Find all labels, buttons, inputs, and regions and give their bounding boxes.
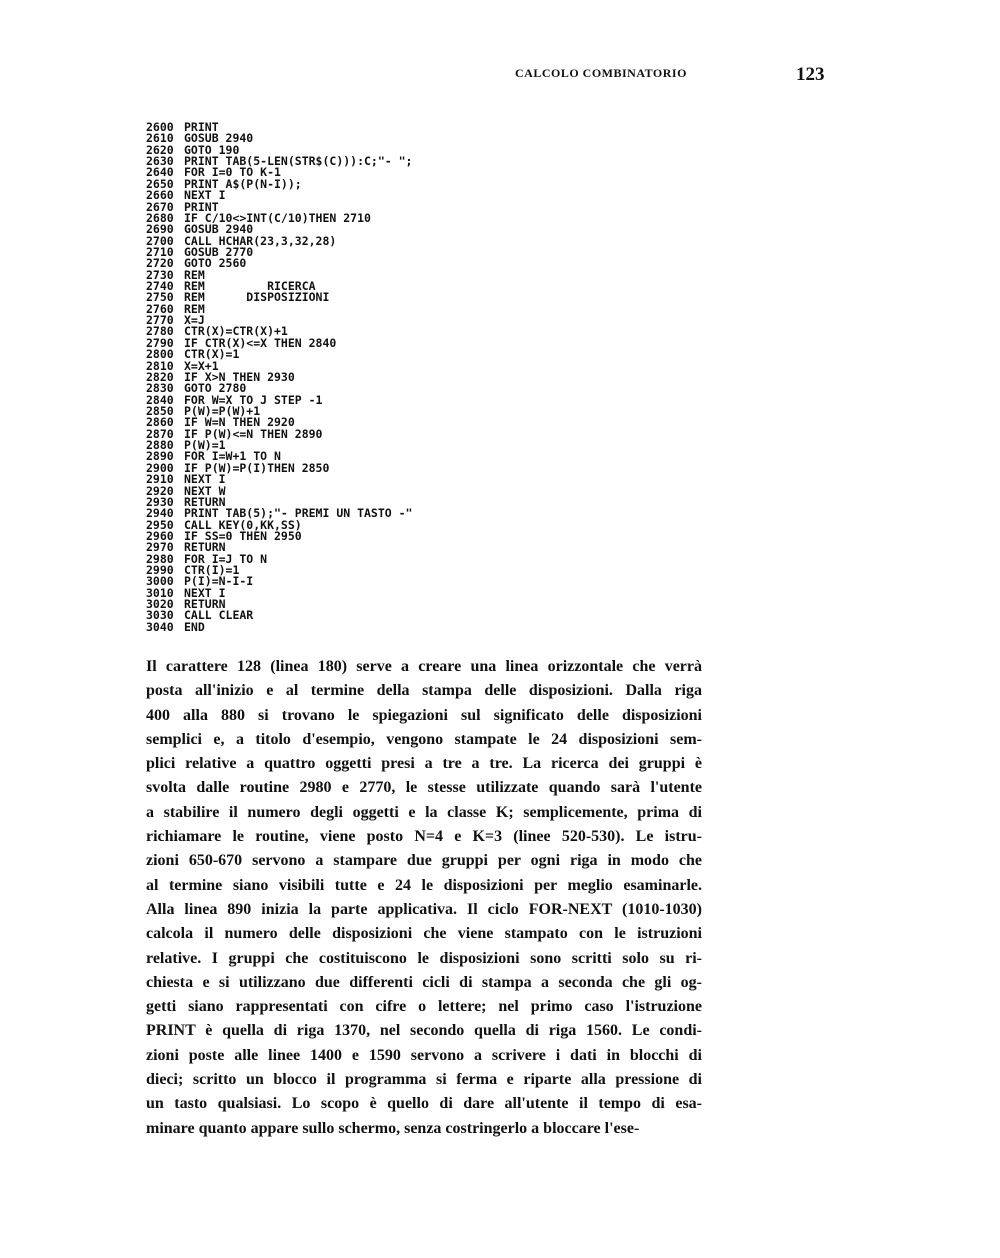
code-statement: NEXT I	[184, 585, 226, 600]
text-line: chiesta e si utilizzano due differenti cicli di stampa a seconda che gli og-	[146, 973, 702, 991]
basic-program-listing	[146, 122, 412, 633]
code-statement: CTR(I)=1	[184, 563, 240, 578]
line-number: 3040	[146, 619, 174, 634]
line-number: 3020	[146, 597, 174, 612]
code-statement: P(I)=N-I-I	[184, 574, 254, 589]
code-statement: IF SS=0 THEN 2950	[184, 528, 302, 543]
text-line: relative. I gruppi che costituiscono le disposizioni sono scritti solo su ri-	[146, 949, 702, 967]
text-line: 400 alla 880 si trovano le spiegazioni sul significato delle disposizioni	[146, 706, 702, 724]
line-number: 3030	[146, 608, 174, 623]
line-number: 2730	[146, 267, 174, 282]
line-number: 2900	[146, 460, 174, 475]
line-number: 2860	[146, 415, 174, 430]
text-line: calcola il numero delle disposizioni che viene stampato con le istruzioni	[146, 925, 702, 943]
body-paragraph	[146, 655, 702, 1141]
code-statement: FOR W=X TO J STEP -1	[184, 392, 323, 407]
code-statement: CTR(X)=CTR(X)+1	[184, 324, 288, 339]
code-statement: END	[184, 619, 205, 634]
code-statement: PRINT A$(P(N-I));	[184, 176, 302, 191]
code-statement: IF C/10<>INT(C/10)THEN 2710	[184, 210, 371, 225]
code-statement: IF P(W)<=N THEN 2890	[184, 426, 323, 441]
text-line: Il carattere 128 (linea 180) serve a creare una linea orizzontale che verrà	[146, 658, 702, 675]
text-line: Alla linea 890 inizia la parte applicativa. Il ciclo FOR-NEXT (1010-1030)	[146, 900, 702, 918]
text-line: semplici e, a titolo d'esempio, vengono stampate le 24 disposizioni sem-	[146, 730, 702, 748]
code-statement: IF X>N THEN 2930	[184, 369, 295, 384]
line-number: 2950	[146, 517, 174, 532]
code-statement: NEXT W	[184, 483, 226, 498]
text-line: svolta dalle routine 2980 e 2770, le stesse utilizzate quando sarà l'utente	[146, 779, 702, 797]
line-number: 2600	[146, 120, 174, 134]
text-line: plici relative a quattro oggetti presi a tre a tre. La ricerca dei gruppi è	[146, 755, 702, 773]
code-statement: GOSUB 2940	[184, 131, 254, 146]
line-number: 2960	[146, 528, 174, 543]
text-line: richiamare le routine, viene posto N=4 e K=3 (linee 520-530). Le istru-	[146, 828, 702, 846]
code-statement: REM DISPOSIZIONI	[184, 290, 330, 305]
code-statement: CALL HCHAR(23,3,32,28)	[184, 233, 337, 248]
code-statement: P(W)=P(W)+1	[184, 403, 261, 418]
line-number: 2990	[146, 563, 174, 578]
line-number: 2850	[146, 403, 174, 418]
line-number: 2650	[146, 176, 174, 191]
line-number: 2910	[146, 472, 174, 487]
line-number: 2800	[146, 347, 174, 362]
line-number: 2930	[146, 494, 174, 509]
line-number: 2610	[146, 131, 174, 146]
text-line: PRINT è quella di riga 1370, nel secondo quella di riga 1560. Le condi-	[146, 1022, 702, 1040]
line-number: 2870	[146, 426, 174, 441]
code-statement: IF P(W)=P(I)THEN 2850	[184, 460, 330, 475]
text-line: un tasto qualsiasi. Lo scopo è quello di dare all'utente il tempo di esa-	[146, 1095, 702, 1113]
line-number: 2820	[146, 369, 174, 384]
code-statement: PRINT TAB(5);"- PREMI UN TASTO -"	[184, 506, 413, 521]
line-number: 2840	[146, 392, 174, 407]
code-line	[146, 619, 412, 634]
code-statement: RETURN	[184, 494, 226, 509]
line-number: 2920	[146, 483, 174, 498]
code-statement: GOTO 2780	[184, 381, 247, 396]
line-number: 2980	[146, 551, 174, 566]
line-number: 2940	[146, 506, 174, 521]
code-statement: GOSUB 2940	[184, 222, 254, 237]
line-number: 2720	[146, 256, 174, 271]
line-number: 3010	[146, 585, 174, 600]
line-number: 2780	[146, 324, 174, 339]
code-statement: IF W=N THEN 2920	[184, 415, 295, 430]
line-number: 2760	[146, 301, 174, 316]
code-statement: CALL CLEAR	[184, 608, 254, 623]
line-number: 2660	[146, 188, 174, 203]
code-statement: NEXT I	[184, 472, 226, 487]
line-number: 2700	[146, 233, 174, 248]
code-statement: REM	[184, 267, 205, 282]
line-number: 2630	[146, 154, 174, 169]
code-statement: PRINT	[184, 120, 219, 134]
line-number: 2890	[146, 449, 174, 464]
line-number: 3000	[146, 574, 174, 589]
line-number: 2740	[146, 279, 174, 294]
text-line: posta all'inizio e al termine della stampa delle disposizioni. Dalla riga	[146, 682, 702, 700]
code-statement: IF CTR(X)<=X THEN 2840	[184, 335, 337, 350]
code-statement: RETURN	[184, 540, 226, 555]
code-statement: X=J	[184, 313, 205, 328]
line-number: 2790	[146, 335, 174, 350]
code-statement: REM	[184, 301, 205, 316]
line-number: 2710	[146, 244, 174, 259]
code-statement: CALL KEY(0,KK,SS)	[184, 517, 302, 532]
code-statement: FOR I=0 TO K-1	[184, 165, 281, 180]
text-line: a stabilire il numero degli oggetti e la classe K; semplicemente, prima di	[146, 803, 702, 821]
code-statement: PRINT TAB(5-LEN(STR$(C))):C;"- ";	[184, 154, 413, 169]
code-statement: FOR I=J TO N	[184, 551, 268, 566]
line-number: 2830	[146, 381, 174, 396]
text-line: minare quanto appare sullo schermo, senza costringerlo a bloccare l'ese-	[146, 1119, 640, 1137]
running-title: CALCOLO COMBINATORIO	[515, 66, 687, 80]
code-statement: PRINT	[184, 199, 219, 214]
line-number: 2750	[146, 290, 174, 305]
text-line: zioni 650-670 servono a stampare due gruppi per ogni riga in modo che	[146, 852, 702, 870]
code-statement: NEXT I	[184, 188, 226, 203]
code-statement: REM RICERCA	[184, 279, 316, 294]
text-line: getti siano rappresentati con cifre o lettere; nel primo caso l'istruzione	[146, 998, 702, 1016]
line-number: 2640	[146, 165, 174, 180]
code-statement: X=X+1	[184, 358, 219, 373]
line-number: 2690	[146, 222, 174, 237]
code-statement: RETURN	[184, 597, 226, 612]
line-number: 2810	[146, 358, 174, 373]
code-statement: GOTO 190	[184, 142, 240, 157]
line-number: 2620	[146, 142, 174, 157]
text-line: dieci; scritto un blocco il programma si ferma e riparte alla pressione di	[146, 1071, 702, 1089]
code-statement: CTR(X)=1	[184, 347, 240, 362]
text-line: al termine siano visibili tutte e 24 le disposizioni per meglio esaminarle.	[146, 876, 702, 894]
line-number: 2880	[146, 438, 174, 453]
code-statement: FOR I=W+1 TO N	[184, 449, 281, 464]
page-number: 123	[796, 64, 825, 85]
line-number: 2670	[146, 199, 174, 214]
line-number: 2680	[146, 210, 174, 225]
code-statement: GOSUB 2770	[184, 244, 254, 259]
line-number: 2970	[146, 540, 174, 555]
code-statement: P(W)=1	[184, 438, 226, 453]
text-line: zioni poste alle linee 1400 e 1590 servono a scrivere i dati in blocchi di	[146, 1046, 702, 1064]
code-statement: GOTO 2560	[184, 256, 247, 271]
line-number: 2770	[146, 313, 174, 328]
